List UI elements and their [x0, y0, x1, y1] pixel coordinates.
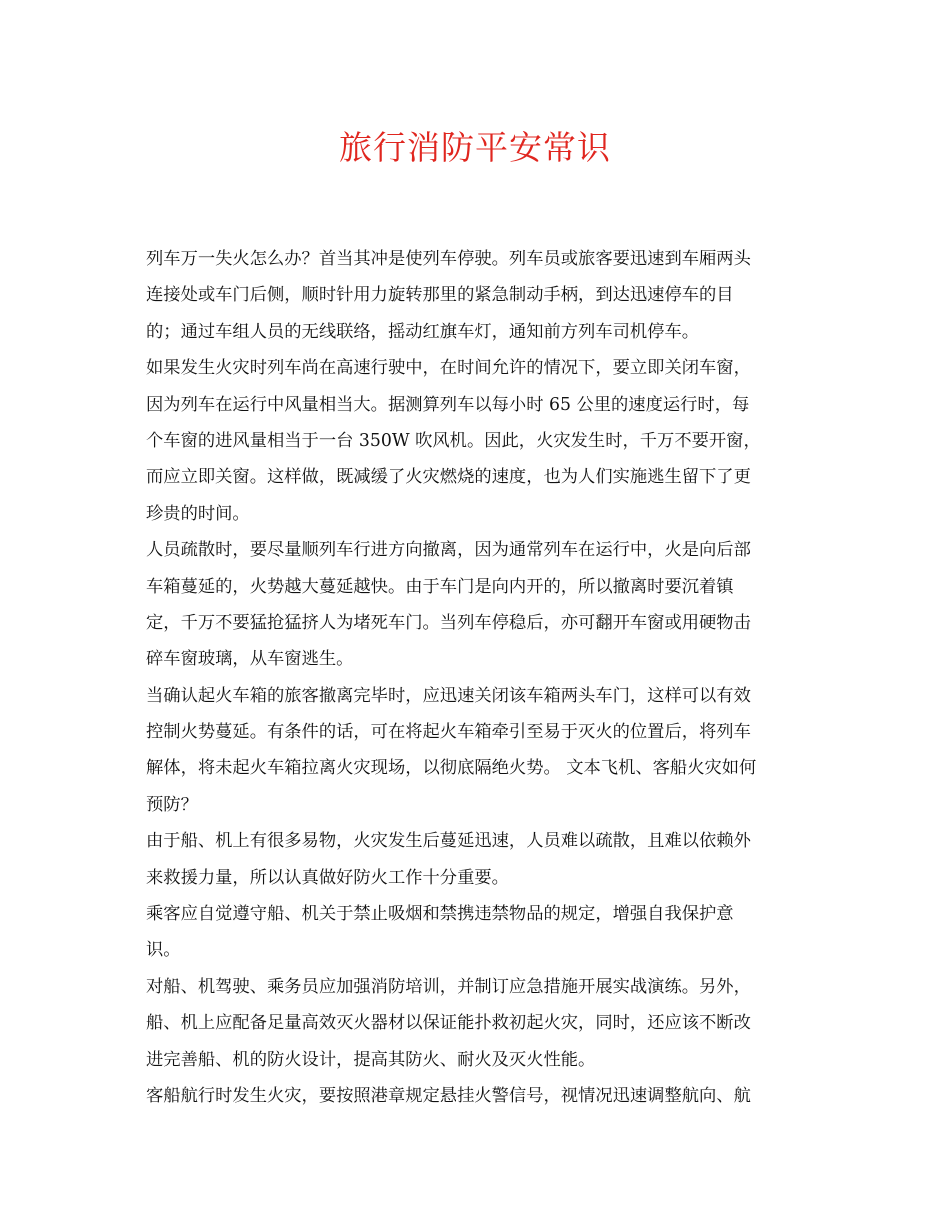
- text-line: 识。: [146, 940, 181, 961]
- paragraph-8: [146, 1078, 810, 1114]
- document-title: 旅行消防平安常识: [339, 128, 611, 167]
- text-line: 的；通过车组人员的无线联络，摇动红旗车灯，通知前方列车司机停车。: [146, 321, 700, 342]
- paragraph-2: [146, 350, 810, 532]
- text-line: 当确认起火车箱的旅客撤离完毕时，应迅速关闭该车箱两头车门，这样可以有效: [146, 685, 751, 706]
- text-line: 因为列车在运行中风量相当大。据测算列车以每小时 65 公里的速度运行时，每: [146, 394, 750, 415]
- text-line: 个车窗的进风量相当于一台 350W 吹风机。因此，火灾发生时，千万不要开窗，: [146, 430, 761, 451]
- text-line: 珍贵的时间。: [146, 503, 250, 524]
- text-line: 而应立即关窗。这样做，既减缓了火灾燃烧的速度，也为人们实施逃生留下了更: [146, 467, 751, 488]
- text-line: 控制火势蔓延。有条件的话，可在将起火车箱牵引至易于灭火的位置后，将列车: [146, 722, 751, 743]
- paragraph-6: [146, 896, 810, 969]
- text-line: 乘客应自觉遵守船、机关于禁止吸烟和禁携违禁物品的规定，增强自我保护意: [146, 904, 734, 925]
- text-line: 由于船、机上有很多易物，火灾发生后蔓延迅速，人员难以疏散，且难以依赖外: [146, 831, 751, 852]
- text-line: 预防？: [146, 794, 198, 815]
- text-line: 人员疏散时，要尽量顺列车行进方向撤离，因为通常列车在运行中，火是向后部: [146, 540, 751, 561]
- document-body: [146, 241, 810, 1114]
- text-line: 车箱蔓延的，火势越大蔓延越快。由于车门是向内开的，所以撤离时要沉着镇: [146, 576, 734, 597]
- paragraph-4: [146, 678, 810, 824]
- paragraph-7: [146, 969, 810, 1078]
- text-line: 解体，将未起火车箱拉离火灾现场，以彻底隔绝火势。 文本飞机、客船火灾如何: [146, 758, 757, 779]
- text-line: 列车万一失火怎么办？首当其冲是使列车停驶。列车员或旅客要迅速到车厢两头: [146, 249, 751, 269]
- text-line: 碎车窗玻璃，从车窗逃生。: [146, 649, 354, 670]
- text-line: 来救援力量，所以认真做好防火工作十分重要。: [146, 867, 509, 888]
- text-line: 定，千万不要猛抢猛挤人为堵死车门。当列车停稳后，亦可翻开车窗或用硬物击: [146, 612, 751, 633]
- text-line: 进完善船、机的防火设计，提高其防火、耐火及灭火性能。: [146, 1049, 596, 1070]
- text-line: 如果发生火灾时列车尚在高速行驶中，在时间允许的情况下，要立即关闭车窗，: [146, 358, 751, 379]
- text-line: 客船航行时发生火灾，要按照港章规定悬挂火警信号，视情况迅速调整航向、航: [146, 1085, 751, 1106]
- paragraph-3: [146, 532, 810, 678]
- text-line: 对船、机驾驶、乘务员应加强消防培训，并制订应急措施开展实战演练。另外，: [146, 976, 751, 997]
- text-line: 船、机上应配备足量高效灭火器材以保证能扑救初起火灾，同时，还应该不断改: [146, 1013, 751, 1034]
- paragraph-1: [146, 241, 810, 350]
- text-line: 连接处或车门后侧，顺时针用力旋转那里的紧急制动手柄，到达迅速停车的目: [146, 285, 734, 306]
- paragraph-5: [146, 823, 810, 896]
